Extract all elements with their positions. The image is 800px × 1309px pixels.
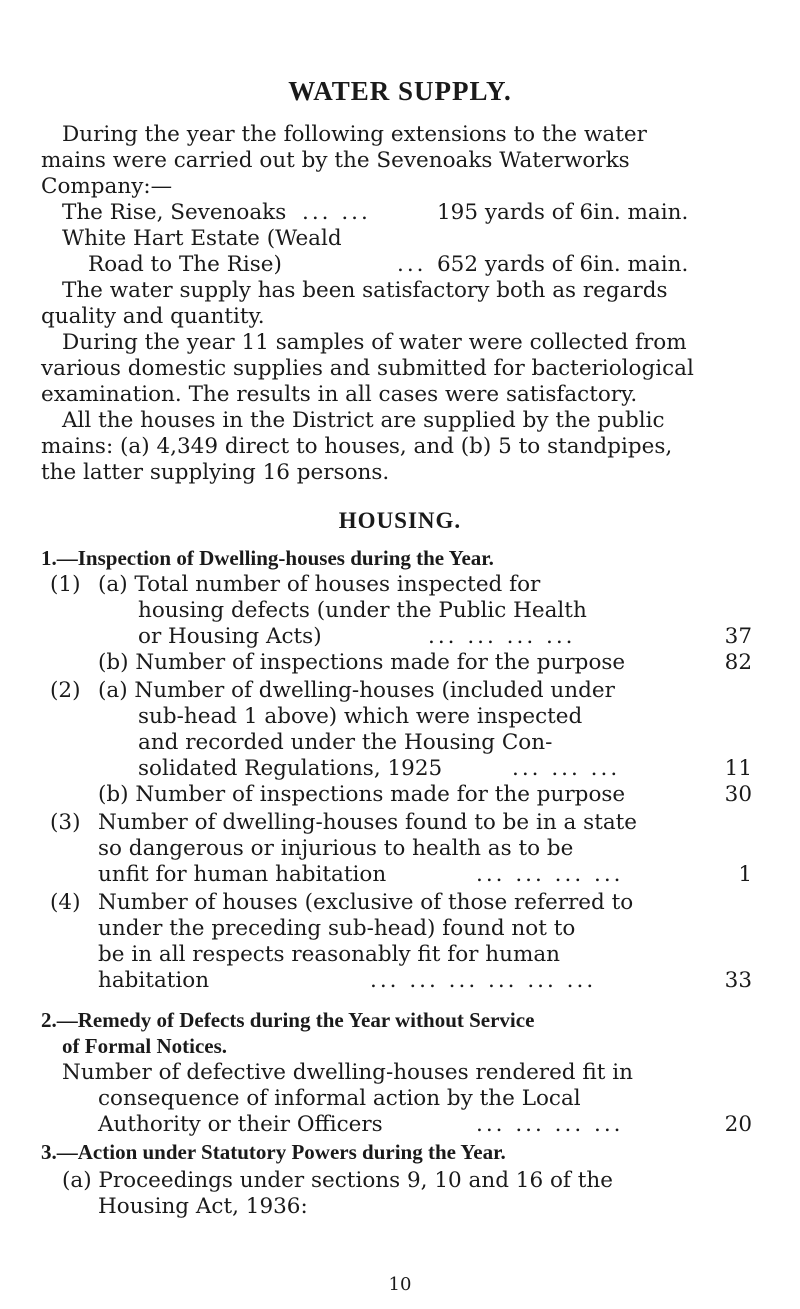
text-line: Housing Act, 1936:	[98, 1194, 308, 1219]
section-heading: of Formal Notices.	[62, 1034, 228, 1058]
count-value: 20	[724, 1112, 752, 1137]
text-line: housing defects (under the Public Health	[138, 598, 587, 623]
text-line: or Housing Acts)	[138, 624, 322, 649]
text-line: consequence of informal action by the Local	[98, 1086, 581, 1111]
text-line: quality and quantity.	[41, 304, 265, 329]
extension-place: Road to The Rise)	[88, 252, 282, 277]
item-label: (1)	[50, 572, 81, 597]
count-value: 1	[738, 862, 752, 887]
water-supply-title: WATER SUPPLY.	[288, 76, 512, 106]
section-heading: 2.—Remedy of Defects during the Year without Service	[41, 1008, 535, 1032]
page-number: 10	[388, 1274, 412, 1295]
extension-place: White Hart Estate (Weald	[62, 226, 342, 251]
section-heading: 3.—Action under Statutory Powers during the Year.	[41, 1140, 506, 1164]
text-line: During the year the following extensions to the water	[62, 122, 647, 147]
text-line: Number of houses (exclusive of those referred to	[98, 890, 634, 915]
text-line: Company:—	[41, 174, 173, 199]
count-value: 37	[724, 624, 752, 649]
text-line: various domestic supplies and submitted for bacteriological	[41, 356, 694, 381]
text-line: Number of dwelling-houses found to be in a state	[98, 810, 638, 835]
count-value: 30	[724, 782, 752, 807]
text-line: solidated Regulations, 1925	[138, 756, 443, 781]
text-line: During the year 11 samples of water were collected from	[62, 330, 687, 355]
text-line: (a) Total number of houses inspected for	[98, 572, 541, 597]
text-line: The water supply has been satisfactory both as regards	[62, 278, 668, 303]
extension-length: 195 yards of 6in. main.	[437, 200, 689, 225]
text-line: examination. The results in all cases were satisfactory.	[41, 382, 638, 407]
leader-dots: ...	[397, 252, 427, 277]
text-line: (a) Number of dwelling-houses (included under	[98, 678, 615, 703]
leader-dots: ... ... ... ... ... ...	[370, 968, 597, 993]
leader-dots: ... ... ... ...	[476, 1112, 624, 1137]
text-line: under the preceding sub-head) found not to	[98, 916, 576, 941]
text-line: Authority or their Officers	[98, 1112, 383, 1137]
text-line: and recorded under the Housing Con-	[138, 730, 553, 755]
text-line: sub-head 1 above) which were inspected	[138, 704, 583, 729]
housing-title: HOUSING.	[338, 508, 462, 533]
text-line: All the houses in the District are supplied by the public	[62, 408, 665, 433]
text-line: (b) Number of inspections made for the purpose	[98, 650, 626, 675]
count-value: 11	[724, 756, 752, 781]
leader-dots: ... ... ...	[512, 756, 621, 781]
text-line: mains: (a) 4,349 direct to houses, and (b) 5 to standpipes,	[41, 434, 673, 459]
text-line: mains were carried out by the Sevenoaks Waterworks	[41, 148, 630, 173]
leader-dots: ... ... ... ...	[476, 862, 624, 887]
text-line: unfit for human habitation	[98, 862, 387, 887]
item-label: (3)	[50, 810, 81, 835]
count-value: 82	[724, 650, 752, 675]
leader-dots: ... ...	[302, 200, 371, 225]
text-line: be in all respects reasonably fit for human	[98, 942, 561, 967]
item-label: (2)	[50, 678, 81, 703]
item-label: (4)	[50, 890, 81, 915]
text-line: so dangerous or injurious to health as to be	[98, 836, 574, 861]
text-line: (b) Number of inspections made for the purpose	[98, 782, 626, 807]
extension-place: The Rise, Sevenoaks	[62, 200, 287, 225]
text-line: habitation	[98, 968, 210, 993]
text-line: the latter supplying 16 persons.	[41, 460, 390, 485]
text-line: Number of defective dwelling-houses rendered fit in	[62, 1060, 633, 1085]
text-line: (a) Proceedings under sections 9, 10 and 16 of the	[62, 1168, 613, 1193]
leader-dots: ... ... ... ...	[428, 624, 576, 649]
count-value: 33	[724, 968, 752, 993]
extension-length: 652 yards of 6in. main.	[437, 252, 689, 277]
section-heading: 1.—Inspection of Dwelling-houses during the Year.	[41, 546, 494, 570]
